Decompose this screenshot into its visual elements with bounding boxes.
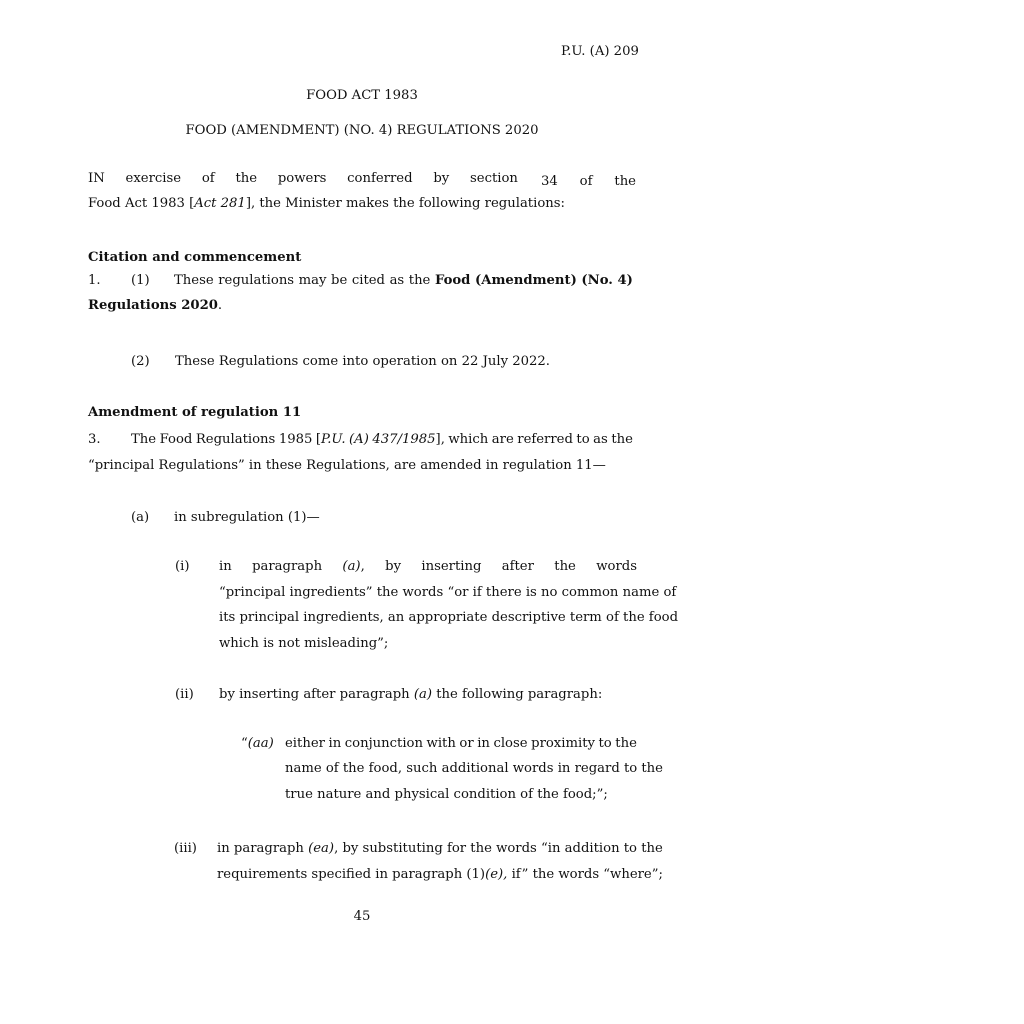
subsection-number: (2) — [131, 354, 150, 369]
word: These — [174, 273, 214, 288]
inserted-paragraph-line-1 — [285, 737, 637, 750]
preamble-line-1-tail — [541, 175, 636, 188]
citation-name-word: Food — [434, 273, 471, 288]
paragraph-a-text: in subregulation (1)— — [174, 510, 320, 525]
word: the — [611, 432, 633, 447]
word: in — [219, 559, 232, 574]
word: section — [470, 171, 518, 186]
paragraph-ref: (ea) — [308, 841, 335, 856]
word: referred — [517, 432, 573, 447]
section-heading-amendment: Amendment of regulation 11 — [88, 405, 302, 420]
word: [P.U. — [315, 432, 346, 447]
word: which — [448, 432, 489, 447]
paragraph-ref: (e), — [485, 867, 508, 882]
word: the — [615, 736, 637, 751]
word: 1985 — [278, 432, 313, 447]
item-i-line-1 — [219, 560, 637, 573]
item-ii-text — [219, 688, 602, 701]
item-ii-text-part: by inserting after paragraph — [219, 687, 414, 702]
item-iii-text-part: requirements specified in paragraph (1) — [217, 867, 486, 882]
section-number: 1. — [88, 273, 101, 288]
word: the — [554, 559, 576, 574]
item-i-number: (i) — [175, 559, 190, 574]
item-i-line-2: “principal ingredients” the words “or if there is no common name of — [219, 585, 677, 600]
word: the — [408, 273, 431, 288]
word: inserting — [421, 559, 482, 574]
word: regulations — [218, 273, 295, 288]
word: after — [501, 559, 534, 574]
word: be — [331, 273, 348, 288]
open-quote: “ — [241, 736, 248, 751]
citation-name: Regulations 2020 — [88, 298, 218, 313]
page-number: 45 — [353, 909, 371, 924]
word: with — [426, 736, 456, 751]
citation-line-1 — [174, 274, 633, 287]
word: are — [491, 432, 514, 447]
word: as — [389, 273, 405, 288]
commencement-text: These Regulations come into operation on 22 July 2022. — [175, 354, 550, 369]
paragraph-label: (aa) — [247, 736, 274, 751]
word: may — [298, 273, 327, 288]
word: Regulations — [195, 432, 276, 447]
word: powers — [277, 171, 327, 186]
word: to — [598, 736, 612, 751]
section-number: 3. — [88, 432, 101, 447]
regulations-title: FOOD (AMENDMENT) (NO. 4) REGULATIONS 2020 — [185, 123, 539, 138]
word: words — [596, 559, 637, 574]
word: by — [385, 559, 402, 574]
period: . — [217, 298, 223, 313]
citation-line-2 — [88, 299, 222, 312]
word: or — [459, 736, 474, 751]
word: in — [477, 736, 490, 751]
word: by — [433, 171, 450, 186]
paragraph-ref: (a) — [413, 687, 433, 702]
page-reference: P.U. (A) 209 — [561, 44, 639, 59]
preamble-line-2 — [88, 197, 565, 210]
word: 437/1985], — [372, 432, 445, 447]
word: of — [201, 171, 215, 186]
word: of — [579, 174, 593, 189]
item-iii-line-2 — [217, 868, 663, 881]
word: the — [235, 171, 258, 186]
item-iii-text-part: , by substituting for the words “in addition to the — [334, 841, 663, 856]
word: cited — [351, 273, 385, 288]
word: close — [493, 736, 528, 751]
act-title: FOOD ACT 1983 — [306, 88, 418, 103]
word: the — [614, 174, 636, 189]
word: paragraph — [252, 559, 323, 574]
amendment-line-1 — [131, 433, 633, 446]
inserted-paragraph-number — [241, 737, 274, 750]
preamble-line-1 — [88, 172, 518, 185]
preamble-text: Food Act 1983 [ — [88, 196, 195, 211]
item-iii-text-part: if” the words “where”; — [507, 867, 663, 882]
word: 34 — [541, 174, 558, 189]
citation-name-word: (No. — [581, 273, 613, 288]
word: proximity — [531, 736, 595, 751]
item-ii-number: (ii) — [175, 687, 194, 702]
act-reference: Act 281 — [194, 196, 246, 211]
word: either — [285, 736, 325, 751]
word: as — [593, 432, 608, 447]
word: (A) — [349, 432, 369, 447]
word: exercise — [125, 171, 182, 186]
word: conjunction — [344, 736, 423, 751]
inserted-paragraph-line-2: name of the food, such additional words in regard to the — [285, 761, 663, 776]
item-ii-text-part: the following paragraph: — [432, 687, 603, 702]
item-iii-line-1 — [217, 842, 663, 855]
word: in — [328, 736, 342, 751]
preamble-text: ], the Minister makes the following regulations: — [245, 196, 565, 211]
citation-name-word: 4) — [617, 273, 633, 288]
citation-name-word: (Amendment) — [474, 273, 577, 288]
item-iii-number: (iii) — [174, 841, 197, 856]
inserted-paragraph-line-3: true nature and physical condition of the food;”; — [285, 787, 608, 802]
subsection-number: (1) — [131, 273, 150, 288]
word: (a), — [342, 559, 365, 574]
word: conferred — [347, 171, 413, 186]
word: to — [576, 432, 590, 447]
item-i-line-4: which is not misleading”; — [219, 636, 389, 651]
item-i-line-3: its principal ingredients, an appropriate descriptive term of the food — [219, 610, 679, 625]
section-heading-citation: Citation and commencement — [88, 250, 302, 265]
paragraph-a-number: (a) — [131, 510, 150, 525]
word: The — [131, 432, 157, 447]
amendment-line-2: “principal Regulations” in these Regulations, are amended in regulation 11— — [88, 458, 606, 473]
word: Food — [159, 432, 193, 447]
item-iii-text-part: in paragraph — [217, 841, 309, 856]
word: IN — [88, 171, 105, 186]
